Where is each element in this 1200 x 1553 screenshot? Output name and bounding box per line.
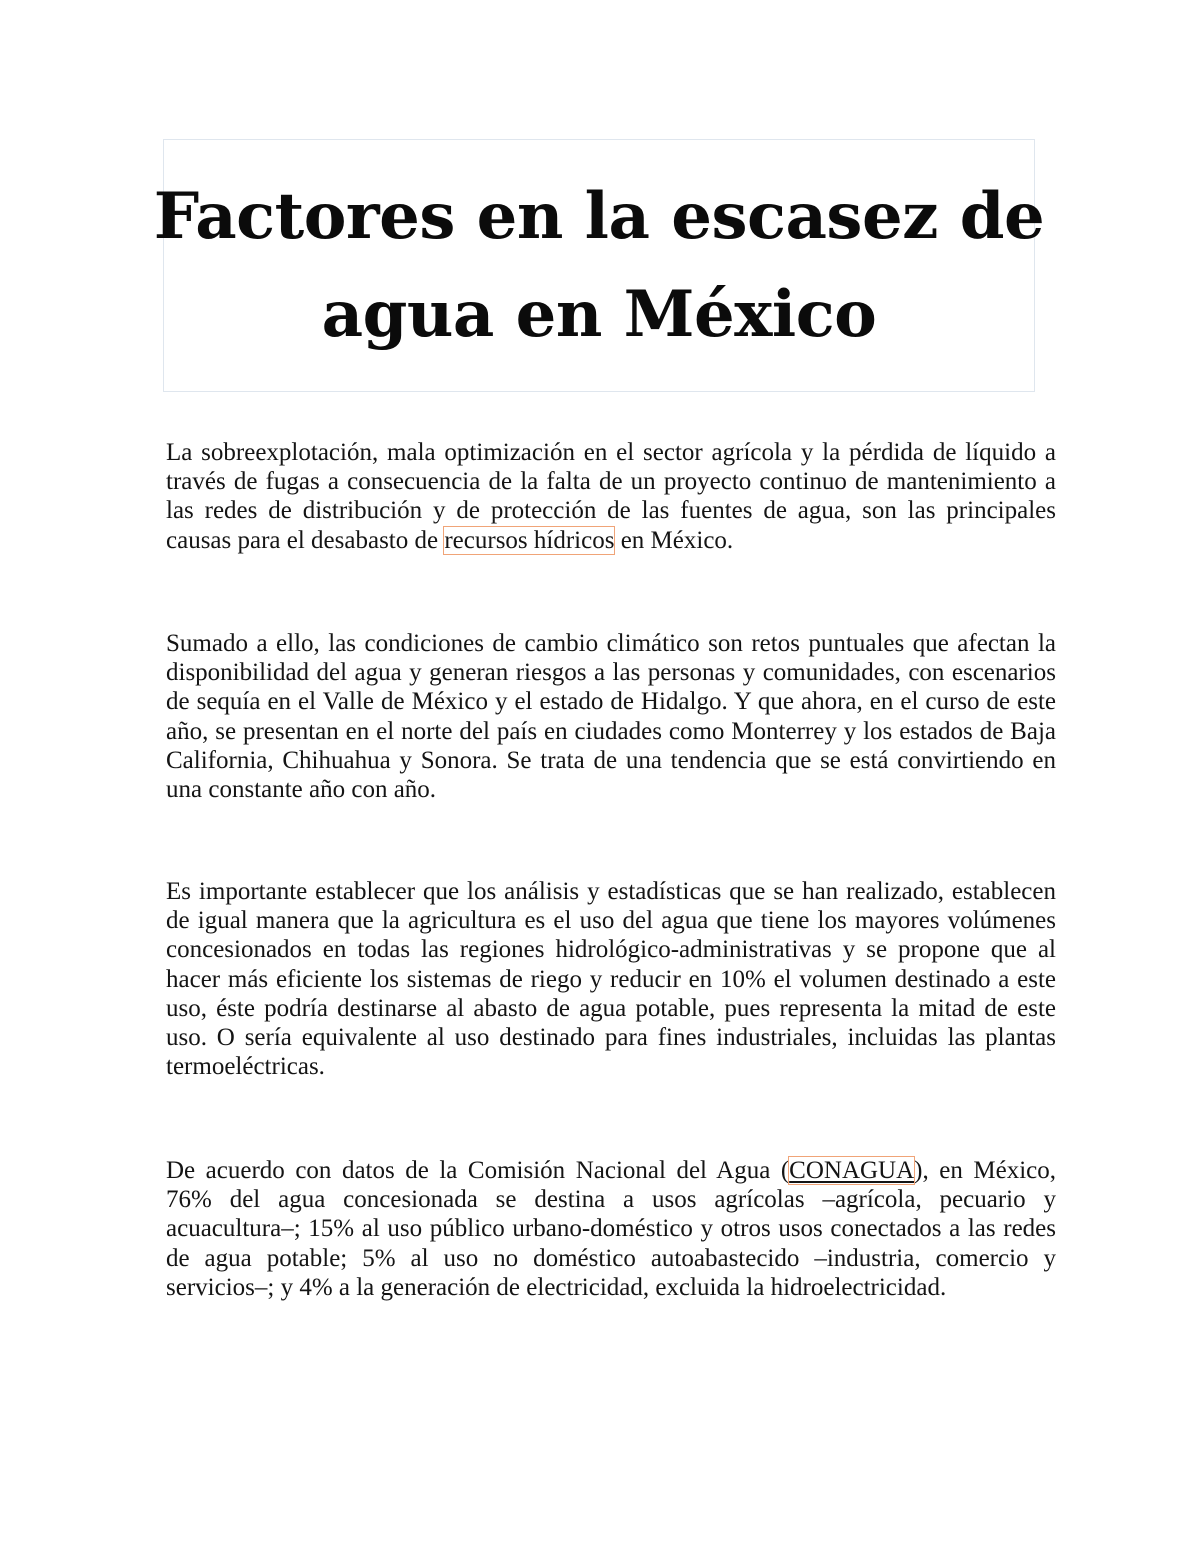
highlighted-term[interactable]: recursos hídricos [444, 526, 615, 554]
paragraph-1 [166, 438, 1056, 555]
paragraph-4-end: ), en México, 76% del agua concesionada se destina a usos agrícolas –agrícola, pecuario y acuacultura–; 15% al uso público urbano-doméstico y otros usos conectados a las redes de agua potable; 5% al uso no doméstico autoabastecido –industria, comercio y servicios–; y 4% a la generación de electricidad, excluida la hidroelectricidad. [166, 1157, 1056, 1301]
paragraph-2: Sumado a ello, las condiciones de cambio climático son retos puntuales que afectan la disponibilidad del agua y generan riesgos a las personas y comunidades, con escenarios de sequía en el Valle de México y el estado de Hidalgo. Y que ahora, en el curso de este año, se presentan en el norte del país en ciudades como Monterrey y los estados de Baja California, Chihuahua y Sonora. Se trata de una tendencia que se está convirtiendo en una constante año con año. [166, 630, 1056, 804]
title-line-1: Factores en la escasez de [153, 178, 1045, 254]
paragraph-1-text: La sobreexplotación, mala optimización en el sector agrícola y la pérdida de líquido a través de fugas a consecuencia de la falta de un proyecto continuo de mantenimiento a las redes de distribución y de protección de las fuentes de agua, son las principales causas para el desabasto de [166, 439, 1056, 554]
paragraph-3: Es importante establecer que los análisis y estadísticas que se han realizado, establecen de igual manera que la agricultura es el uso del agua que tiene los mayores volúmenes concesionados en todas las regiones hidrológico-administrativas y se propone que al hacer más eficiente los sistemas de riego y reducir en 10% el volumen destinado a este uso, éste podría destinarse al abasto de agua potable, pues representa la mitad de este uso. O sería equivalente al uso destinado para fines industriales, incluidas las plantas termoeléctricas. [166, 878, 1056, 1081]
conagua-link[interactable]: CONAGUA [789, 1157, 915, 1184]
paragraph-1-end: en México. [614, 526, 734, 554]
title-line-2: agua en México [321, 276, 877, 352]
paragraph-4-text: De acuerdo con datos de la Comisión Nacional del Agua ( [166, 1157, 790, 1184]
paragraph-4 [166, 1156, 1056, 1302]
title-box [153, 139, 1045, 392]
page-title [154, 168, 1045, 364]
